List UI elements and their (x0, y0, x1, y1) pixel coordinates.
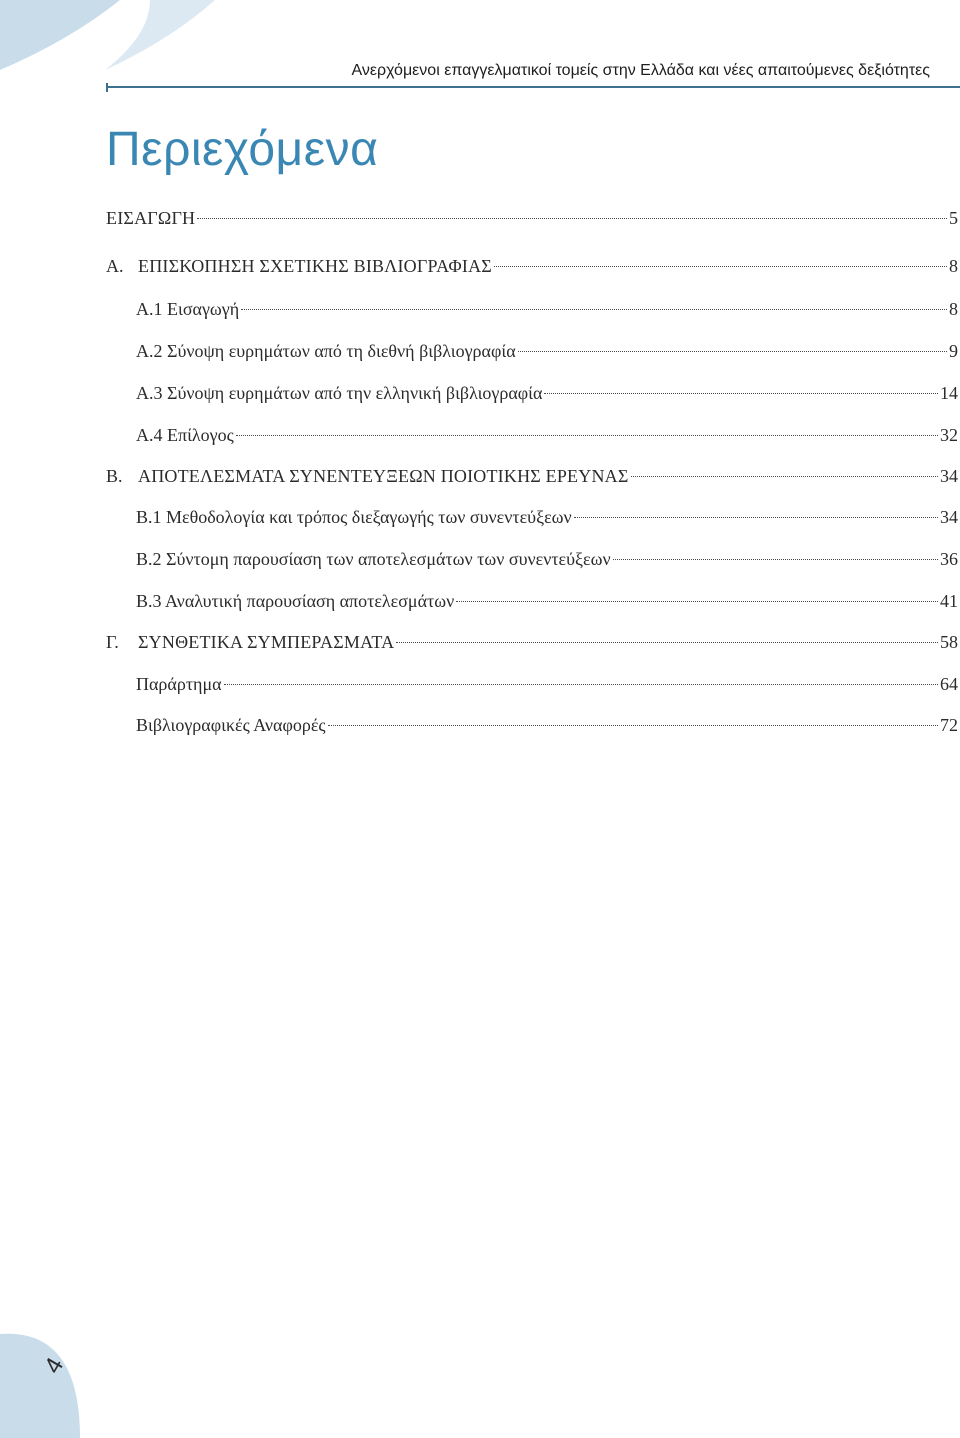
toc-entry[interactable] (136, 339, 958, 363)
toc-page-number: 58 (940, 632, 958, 652)
toc-dot-leader (574, 517, 938, 518)
toc-dot-leader (197, 218, 947, 219)
toc-entry[interactable] (136, 505, 958, 529)
toc-dot-leader (631, 476, 938, 477)
toc-entry-title: Παράρτημα (136, 674, 222, 694)
toc-section-letter: Γ. (106, 632, 119, 652)
toc-entry-title: ΕΙΣΑΓΩΓΗ (106, 208, 196, 228)
toc-dot-leader (518, 351, 947, 352)
toc-entry-title: ΑΠΟΤΕΛΕΣΜΑΤΑ ΣΥΝΕΝΤΕΥΞΕΩΝ ΠΟΙΟΤΙΚΗΣ ΕΡΕΥΝΑΣ (138, 466, 629, 486)
corner-decoration-bottom (0, 1328, 90, 1438)
toc-entry[interactable] (106, 630, 958, 654)
toc-entry-title: Α.4 Επίλογος (136, 425, 234, 445)
toc-dot-leader (494, 266, 947, 267)
toc-dot-leader (544, 393, 938, 394)
toc-entry-title: Β.3 Αναλυτική παρουσίαση αποτελεσμάτων (136, 591, 455, 611)
toc-entry-title: ΕΠΙΣΚΟΠΗΣΗ ΣΧΕΤΙΚΗΣ ΒΙΒΛΙΟΓΡΑΦΙΑΣ (138, 256, 492, 276)
toc-page-number: 34 (940, 507, 958, 527)
toc-entry-title: Βιβλιογραφικές Αναφορές (136, 715, 326, 735)
toc-dot-leader (236, 435, 938, 436)
toc-page-number: 32 (940, 425, 958, 445)
toc-dot-leader (456, 601, 938, 602)
page-title: Περιεχόμενα (106, 123, 379, 176)
toc-dot-leader (396, 642, 938, 643)
toc-entry[interactable] (136, 381, 958, 405)
toc-entry[interactable] (136, 713, 958, 737)
corner-decoration-top (0, 0, 260, 120)
toc-page-number: 5 (949, 208, 958, 228)
toc-entry-title: Β.1 Μεθοδολογία και τρόπος διεξαγωγής των συνεντεύξεων (136, 507, 572, 527)
toc-entry-title: Α.3 Σύνοψη ευρημάτων από την ελληνική βιβλιογραφία (136, 383, 543, 403)
toc-page-number: 34 (940, 466, 958, 486)
toc-entry-title: ΣΥΝΘΕΤΙΚΑ ΣΥΜΠΕΡΑΣΜΑΤΑ (138, 632, 395, 652)
toc-page-number: 72 (940, 715, 958, 735)
toc-entry-title: Α.1 Εισαγωγή (136, 299, 240, 319)
toc-entry[interactable] (136, 589, 958, 613)
toc-dot-leader (328, 725, 938, 726)
toc-entry[interactable] (136, 297, 958, 321)
toc-entry-title: Α.2 Σύνοψη ευρημάτων από τη διεθνή βιβλιογραφία (136, 341, 516, 361)
toc-entry[interactable] (106, 254, 958, 278)
toc-page-number: 41 (940, 591, 958, 611)
toc-section-letter: Α. (106, 256, 124, 276)
header-rule (106, 86, 960, 88)
toc-dot-leader (241, 309, 947, 310)
toc-section-letter: Β. (106, 466, 123, 486)
toc-page-number: 36 (940, 549, 958, 569)
toc-entry[interactable] (136, 547, 958, 571)
toc-page-number: 64 (940, 674, 958, 694)
toc-page-number: 8 (949, 299, 958, 319)
running-header: Ανερχόμενοι επαγγελματικοί τομείς στην Ελλάδα και νέες απαιτούμενες δεξιότητες (351, 62, 930, 79)
toc-page-number: 14 (940, 383, 958, 403)
toc-dot-leader (613, 559, 938, 560)
toc-entry[interactable] (106, 206, 958, 230)
page-number: 4 (39, 1353, 70, 1379)
toc-entry[interactable] (136, 423, 958, 447)
toc-entry[interactable] (106, 464, 958, 488)
toc-page-number: 9 (949, 341, 958, 361)
toc-entry[interactable] (136, 672, 958, 696)
toc-page-number: 8 (949, 256, 958, 276)
toc-dot-leader (224, 684, 938, 685)
toc-entry-title: Β.2 Σύντομη παρουσίαση των αποτελεσμάτων των συνεντεύξεων (136, 549, 611, 569)
